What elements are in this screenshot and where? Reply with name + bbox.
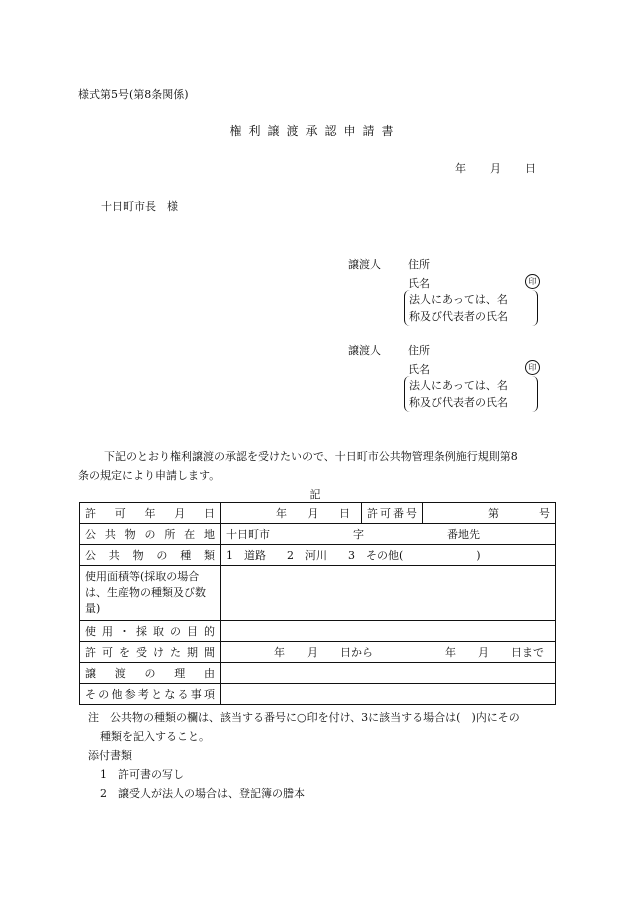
- note-text: 注 公共物の種類の欄は、該当する番号に○印を付け、3に該当する場合は( )内にその: [88, 711, 520, 724]
- table-row: [80, 503, 556, 524]
- party-role: 譲渡人: [348, 258, 381, 271]
- note-line: 法人にあっては、名: [409, 293, 508, 306]
- table-row: [80, 621, 556, 642]
- request-statement: [78, 447, 558, 485]
- reason-field[interactable]: [221, 663, 556, 684]
- corporate-note: [404, 376, 538, 412]
- statement-line: 下記のとおり権利譲渡の承認を受けたいので、十日町市公共物管理条例施行規則第8: [104, 450, 518, 463]
- table-row: [80, 642, 556, 663]
- other-field[interactable]: [221, 684, 556, 705]
- location-banchi: 番地先: [447, 528, 480, 541]
- reason-label: 譲渡の理由: [80, 663, 221, 684]
- form-number: 様式第5号(第8条関係): [78, 88, 189, 101]
- permit-year: 年: [276, 507, 287, 520]
- table-row: [80, 545, 556, 566]
- permit-date-label: 許可年月日: [80, 503, 221, 524]
- date-year: 年: [455, 162, 466, 175]
- statement-line: 条の規定により申請します。: [78, 469, 221, 482]
- period-to-month: 月: [478, 646, 489, 659]
- details-table: [79, 502, 556, 705]
- permit-date-field[interactable]: [221, 503, 362, 524]
- party-role: 譲渡人: [348, 344, 381, 357]
- party-block-1: [348, 256, 548, 336]
- permit-number-suffix: 号: [539, 507, 550, 520]
- period-to-year: 年: [445, 646, 456, 659]
- location-field[interactable]: [221, 524, 556, 545]
- permit-number-label: 許可番号: [362, 503, 423, 524]
- corporate-note: [404, 290, 538, 326]
- permit-number-prefix: 第: [488, 507, 499, 520]
- note-line: 称及び代表者の氏名: [409, 310, 508, 323]
- period-to-day: 日まで: [511, 646, 544, 659]
- date-month: 月: [490, 162, 501, 175]
- location-city: 十日町市: [226, 528, 270, 541]
- location-label: 公共物の所在地: [80, 524, 221, 545]
- permit-number-field[interactable]: [423, 503, 556, 524]
- footer-notes: [88, 708, 558, 803]
- attachments-title: 添付書類: [88, 749, 132, 762]
- period-from-year: 年: [274, 646, 285, 659]
- note-text: 種類を記入すること。: [100, 730, 210, 743]
- table-row: [80, 566, 556, 621]
- table-row: [80, 524, 556, 545]
- document-title: 権利譲渡承認申請書: [229, 124, 401, 138]
- table-row: [80, 684, 556, 705]
- period-label: 許可を受けた期間: [80, 642, 221, 663]
- kind-option-other[interactable]: 3 その他(: [348, 549, 404, 562]
- period-from-month: 月: [307, 646, 318, 659]
- table-row: [80, 663, 556, 684]
- address-label: 住所: [408, 258, 430, 271]
- area-field[interactable]: [221, 566, 556, 621]
- permit-month: 月: [307, 507, 319, 520]
- name-label: 氏名: [408, 277, 430, 290]
- area-label: 使用面積等(採取の場合は、生産物の種類及び数量): [80, 566, 221, 621]
- purpose-label: 使用・採取の目的: [80, 621, 221, 642]
- date-day: 日: [525, 162, 536, 175]
- period-from-day: 日から: [340, 646, 373, 659]
- application-date: [455, 160, 536, 176]
- party-block-2: [348, 342, 548, 422]
- purpose-field[interactable]: [221, 621, 556, 642]
- seal-mark: 印: [525, 274, 540, 289]
- kind-close-paren: ): [476, 549, 481, 562]
- kind-option-river[interactable]: 2 河川: [287, 549, 327, 562]
- kind-option-road[interactable]: 1 道路: [226, 549, 266, 562]
- attachment-item: 1 許可書の写し: [100, 768, 184, 781]
- permit-day: 日: [339, 507, 350, 520]
- period-field[interactable]: [221, 642, 556, 663]
- attachment-item: 2 譲受人が法人の場合は、登記簿の謄本: [100, 787, 305, 800]
- seal-mark: 印: [525, 360, 540, 375]
- kind-field[interactable]: [221, 545, 556, 566]
- address-label: 住所: [408, 344, 430, 357]
- other-label: その他参考となる事項: [80, 684, 221, 705]
- kind-label: 公共物の種類: [80, 545, 221, 566]
- ki-heading: 記: [309, 488, 321, 501]
- note-line: 称及び代表者の氏名: [409, 396, 508, 409]
- addressee: 十日町市長 様: [101, 200, 178, 213]
- name-label: 氏名: [408, 363, 430, 376]
- note-line: 法人にあっては、名: [409, 379, 508, 392]
- location-aza: 字: [353, 528, 364, 541]
